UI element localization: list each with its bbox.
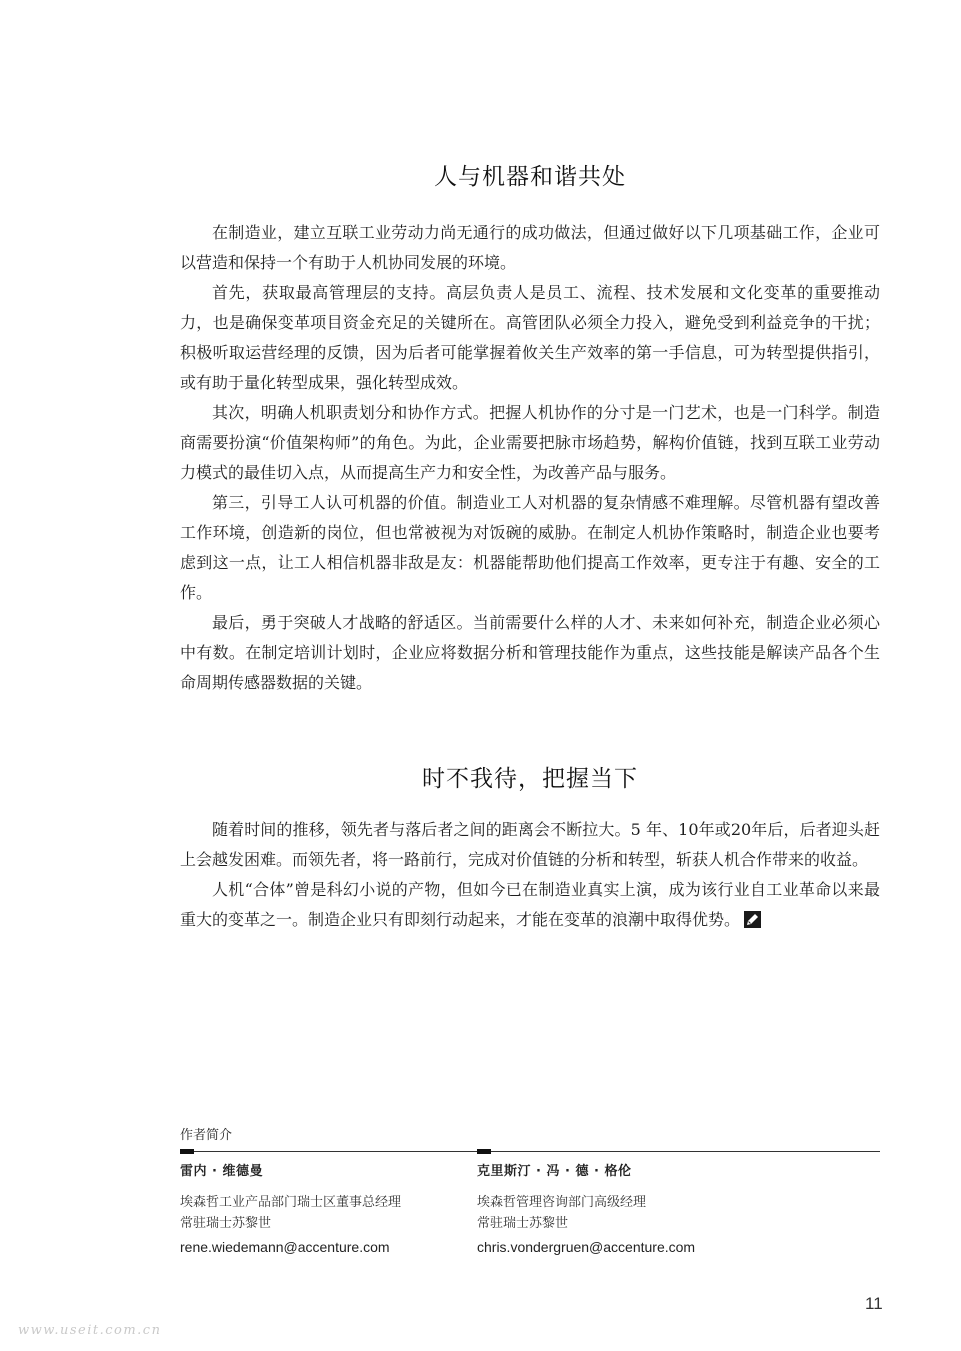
watermark: www.useit.com.cn (18, 1323, 162, 1338)
section-title-harmony: 人与机器和谐共处 (434, 164, 626, 190)
authors-heading: 作者简介 (180, 1128, 233, 1143)
article-end-icon (744, 911, 761, 928)
paragraph: 首先，获取最高管理层的支持。高层负责人是员工、流程、技术发展和文化变革的重要推动力，也是确保变革项目资金充足的关键所在。高管团队必须全力投入，避免受到利益竞争的干扰；积极听取运营经理的反馈，因为后者可能掌握着攸关生产效率的第一手信息，可为转型提供指引，或有助于量化转型成果，强化转型成效。 (180, 283, 880, 392)
divider-marker (477, 1149, 491, 1154)
author-role: 埃森哲管理咨询部门高级经理 (477, 1195, 647, 1210)
section-body-seize-moment (180, 815, 880, 935)
author-location: 常驻瑞士苏黎世 (477, 1216, 569, 1231)
section-body-harmony (180, 218, 880, 698)
paragraph: 第三，引导工人认可机器的价值。制造业工人对机器的复杂情感不难理解。尽管机器有望改善工作环境，创造新的岗位，但也常被视为对饭碗的威胁。在制定人机协作策略时，制造企业也要考虑到这一点，让工人相信机器非敌是友：机器能帮助他们提高工作效率，更专注于有趣、安全的工作。 (180, 493, 880, 602)
divider-marker (180, 1149, 194, 1154)
author-name: 克里斯汀 · 冯 · 德 · 格伦 (477, 1164, 632, 1179)
author-card (477, 1162, 877, 1258)
paragraph: 在制造业，建立互联工业劳动力尚无通行的成功做法，但通过做好以下几项基础工作，企业可以营造和保持一个有助于人机协同发展的环境。 (180, 223, 880, 272)
section-title-seize-moment: 时不我待，把握当下 (422, 766, 638, 792)
paragraph: 其次，明确人机职责划分和协作方式。把握人机协作的分寸是一门艺术，也是一门科学。制造商需要扮演“价值架构师”的角色。为此，企业需要把脉市场趋势，解构价值链，找到互联工业劳动力模式的最佳切入点，从而提高生产力和安全性，为改善产品与服务。 (180, 403, 880, 482)
author-card (180, 1162, 470, 1258)
page-number: 11 (865, 1294, 883, 1313)
paragraph: 随着时间的推移，领先者与落后者之间的距离会不断拉大。5 年、10年或20年后，后者迎头赶上会越发困难。而领先者，将一路前行，完成对价值链的分析和转型，斩获人机合作带来的收益。 (180, 820, 880, 869)
author-email-link[interactable]: rene.wiedemann@accenture.com (180, 1239, 390, 1255)
author-email-link[interactable]: chris.vondergruen@accenture.com (477, 1239, 696, 1255)
author-role: 埃森哲工业产品部门瑞士区董事总经理 (180, 1195, 402, 1210)
paragraph (180, 875, 880, 935)
author-location: 常驻瑞士苏黎世 (180, 1216, 272, 1231)
paragraph-text: 人机“合体”曾是科幻小说的产物，但如今已在制造业真实上演，成为该行业自工业革命以来最重大的变革之一。制造企业只有即刻行动起来，才能在变革的浪潮中取得优势。 (180, 880, 880, 929)
paragraph: 最后，勇于突破人才战略的舒适区。当前需要什么样的人才、未来如何补充，制造企业必须心中有数。在制定培训计划时，企业应将数据分析和管理技能作为重点，这些技能是解读产品各个生命周期传感器数据的关键。 (180, 613, 880, 692)
author-name: 雷内 · 维德曼 (180, 1164, 263, 1179)
divider (180, 1151, 880, 1152)
